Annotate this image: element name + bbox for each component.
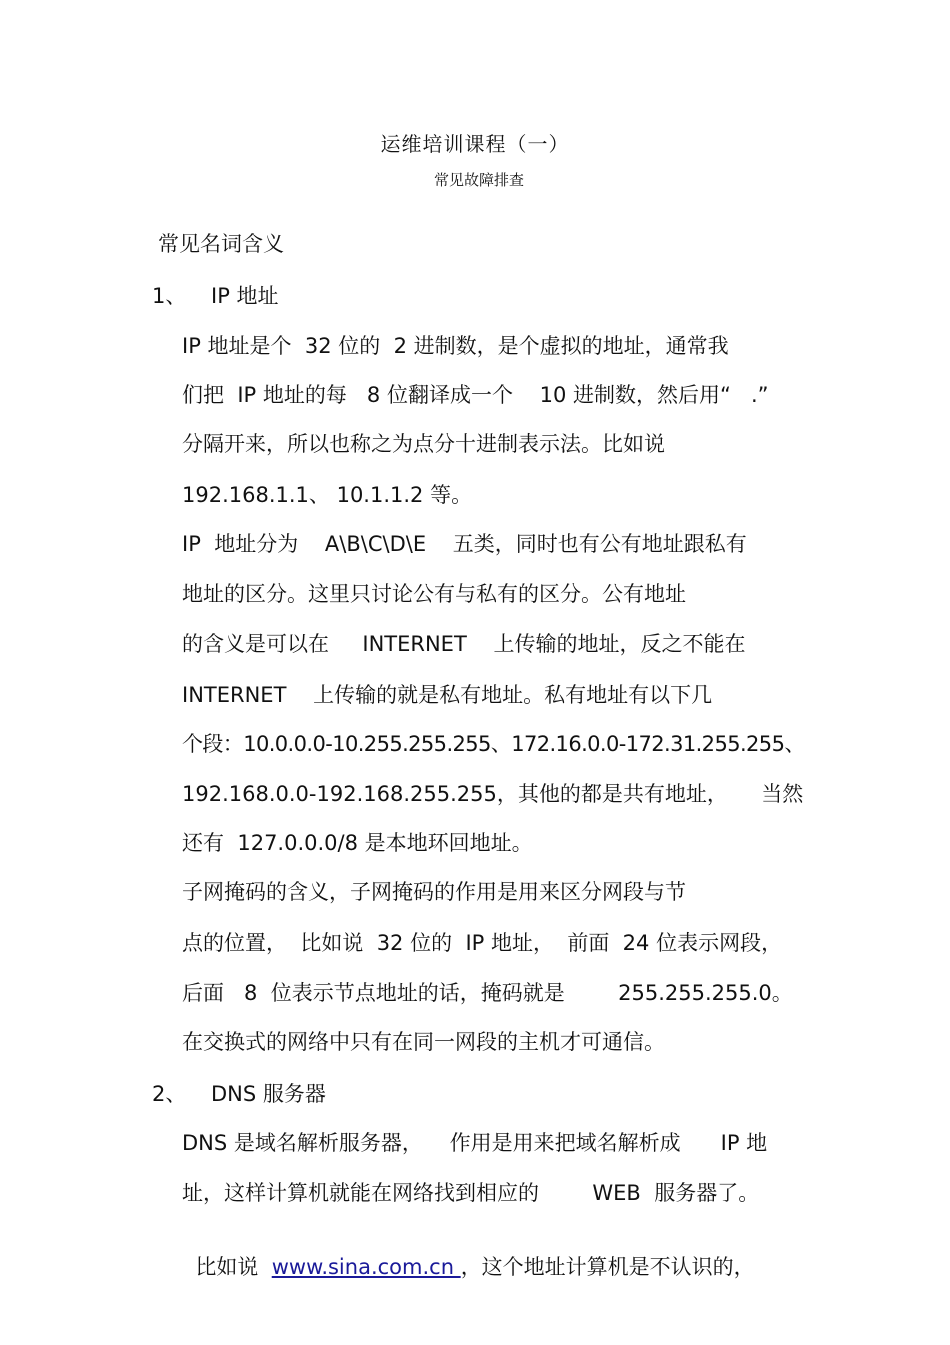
paragraph-line: 的含义是可以在 INTERNET 上传输的地址，反之不能在 — [182, 632, 746, 656]
section-2-number: 2、 — [152, 1082, 187, 1106]
section-heading: 常见名词含义 — [158, 232, 284, 256]
paragraph-line: 点的位置， 比如说 32 位的 IP 地址， 前面 24 位表示网段， — [182, 931, 783, 955]
paragraph-line: 后面 8 位表示节点地址的话，掩码就是 255.255.255.0。 — [182, 981, 793, 1005]
line-text: 比如说 — [195, 1255, 272, 1279]
paragraph-line: INTERNET 上传输的就是私有地址。私有地址有以下几 — [182, 683, 713, 707]
paragraph-line: IP 地址是个 32 位的 2 进制数，是个虚拟的地址，通常我 — [182, 334, 729, 358]
paragraph-line: DNS 是域名解析服务器， 作用是用来把域名解析成 IP 地 — [182, 1131, 768, 1155]
paragraph-line: 们把 IP 地址的每 8 位翻译成一个 10 进制数，然后用“ .” — [182, 383, 769, 407]
paragraph-line: 分隔开来，所以也称之为点分十进制表示法。比如说 — [182, 432, 665, 456]
section-1-label: IP 地址 — [211, 284, 279, 308]
page-subtitle: 常见故障排查 — [433, 171, 524, 189]
paragraph-line — [182, 1227, 755, 1281]
sina-link[interactable]: www.sina.com.cn — [271, 1255, 461, 1279]
paragraph-line: IP 地址分为 A\B\C\D\E 五类，同时也有公有地址跟私有 — [182, 532, 747, 556]
paragraph-line: 址，这样计算机就能在网络找到相应的 WEB 服务器了。 — [182, 1181, 760, 1205]
paragraph-line: 192.168.0.0-192.168.255.255，其他的都是共有地址， 当然 — [182, 782, 804, 806]
page-title: 运维培训课程（一） — [380, 132, 570, 156]
paragraph-line: 192.168.1.1、 10.1.1.2 等。 — [182, 483, 473, 507]
paragraph-line: 地址的区分。这里只讨论公有与私有的区分。公有地址 — [182, 582, 686, 606]
section-1-number: 1、 — [152, 284, 187, 308]
paragraph-line: 还有 127.0.0.0/8 是本地环回地址。 — [182, 831, 533, 855]
paragraph-line: 个段：10.0.0.0-10.255.255.255、172.16.0.0-172.31.255.255、 — [182, 732, 805, 756]
paragraph-line: 在交换式的网络中只有在同一网段的主机才可通信。 — [182, 1030, 665, 1054]
paragraph-line: 子网掩码的含义，子网掩码的作用是用来区分网段与节 — [182, 880, 686, 904]
section-2-label: DNS 服务器 — [211, 1082, 326, 1106]
line-text: ，这个地址计算机是不认识的， — [460, 1255, 755, 1279]
